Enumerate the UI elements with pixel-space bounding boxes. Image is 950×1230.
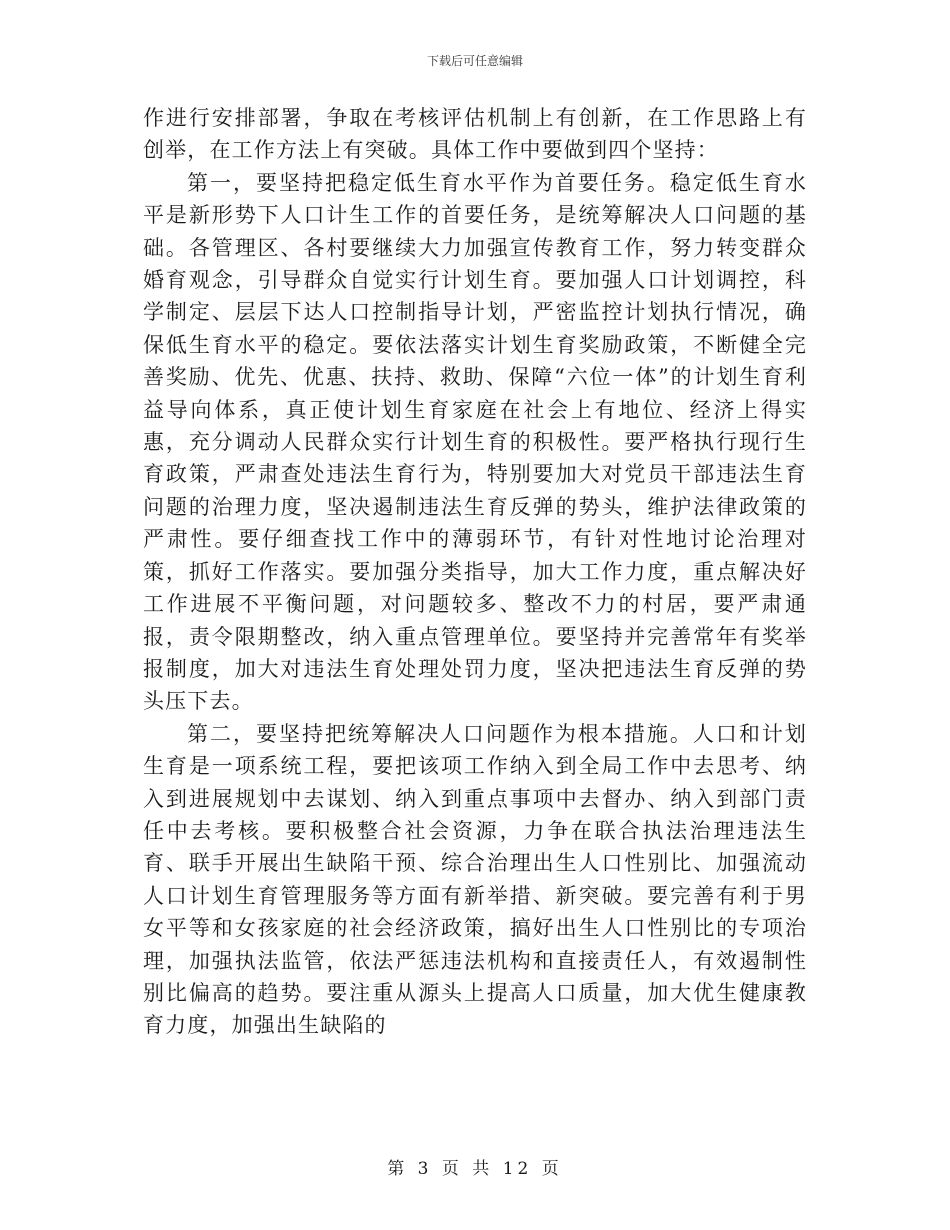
- document-body: [143, 102, 807, 1042]
- page-number: 第 3 页 共 12 页: [387, 1159, 563, 1179]
- paragraph-second-point: 第二，要坚持把统筹解决人口问题作为根本措施。人口和计划生育是一项系统工程，要把该项工作纳入到全局工作中去思考、纳入到进展规划中去谋划、纳入到重点事项中去督办、纳入到部门责任中去考核。要积极整合社会资源，力争在联合执法治理违法生育、联手开展出生缺陷干预、综合治理出生人口性别比、加强流动人口计划生育管理服务等方面有新举措、新突破。要完善有利于男女平等和女孩家庭的社会经济政策，搞好出生人口性别比的专项治理，加强执法监管，依法严惩违法机构和直接责任人，有效遏制性别比偏高的趋势。要注重从源头上提高人口质量，加大优生健康教育力度，加强出生缺陷的: [143, 721, 807, 1038]
- paragraph-first-point: 第一，要坚持把稳定低生育水平作为首要任务。稳定低生育水平是新形势下人口计生工作的首要任务，是统筹解决人口问题的基础。各管理区、各村要继续大力加强宣传教育工作，努力转变群众婚育观念，引导群众自觉实行计划生育。要加强人口计划调控，科学制定、层层下达人口控制指导计划，严密监控计划执行情况，确保低生育水平的稳定。要依法落实计划生育奖励政策，不断健全完善奖励、优先、优惠、扶持、救助、保障“六位一体”的计划生育利益导向体系，真正使计划生育家庭在社会上有地位、经济上得实惠，充分调动人民群众实行计划生育的积极性。要严格执行现行生育政策，严肃查处违法生育行为，特别要加大对党员干部违法生育问题的治理力度，坚决遏制违法生育反弹的势头，维护法律政策的严肃性。要仔细查找工作中的薄弱环节，有针对性地讨论治理对策，抓好工作落实。要加强分类指导，加大工作力度，重点解决好工作进展不平衡问题，对问题较多、整改不力的村居，要严肃通报，责令限期整改，纳入重点管理单位。要坚持并完善常年有奖举报制度，加大对违法生育处理处罚力度，坚决把违法生育反弹的势头压下去。: [143, 170, 807, 714]
- paragraph-continuation: 作进行安排部署，争取在考核评估机制上有创新，在工作思路上有创举，在工作方法上有突破。具体工作中要做到四个坚持：: [143, 106, 807, 163]
- page-header: 下载后可任意编辑: [426, 54, 523, 68]
